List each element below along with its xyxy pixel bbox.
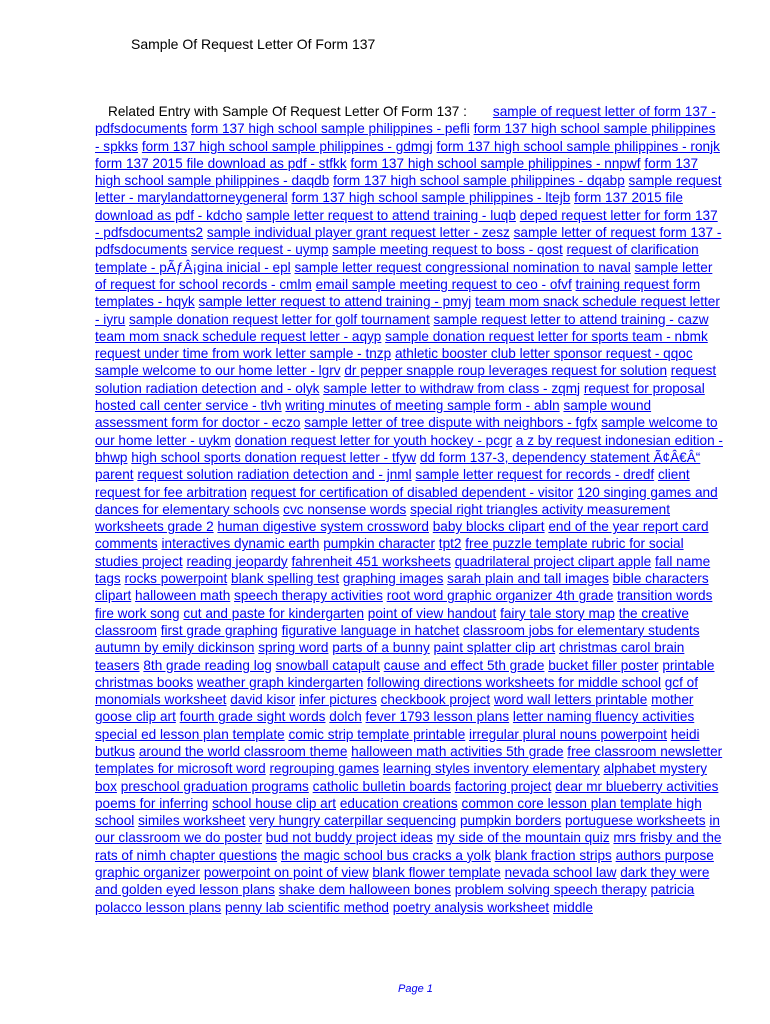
related-link[interactable]: client request for fee arbitration <box>95 467 690 500</box>
related-link[interactable]: cvc nonsense words <box>283 501 407 517</box>
related-link[interactable]: catholic bulletin boards <box>312 778 451 794</box>
related-link[interactable]: parts of a bunny <box>332 640 430 656</box>
related-link[interactable]: sample individual player grant request letter - zesz <box>206 225 510 241</box>
related-link[interactable]: bible characters clipart <box>95 571 709 604</box>
related-link[interactable]: email sample meeting request to ceo - ofvf <box>315 276 572 292</box>
related-link[interactable]: sample request letter to attend training - cazw <box>433 311 709 327</box>
related-link[interactable]: preschool graduation programs <box>120 778 309 794</box>
related-link[interactable]: christmas carol brain teasers <box>95 640 685 673</box>
related-link[interactable]: regrouping games <box>269 761 380 777</box>
related-link[interactable]: form 137 high school sample philippines - gdmgj <box>141 138 433 154</box>
related-link[interactable]: transition words <box>617 588 713 604</box>
related-link[interactable]: figurative language in hatchet <box>281 622 460 638</box>
related-link[interactable]: form 137 high school sample philippines - nnpwf <box>350 155 641 171</box>
related-link[interactable]: cause and effect 5th grade <box>383 657 545 673</box>
related-link[interactable]: common core lesson plan template high school <box>95 795 702 829</box>
related-link[interactable]: athletic booster club letter sponsor request - qqoc <box>394 346 693 362</box>
related-link[interactable]: sample donation request letter for sports team - nbmk <box>385 328 708 344</box>
related-link[interactable]: irregular plural nouns powerpoint <box>469 726 668 742</box>
related-link[interactable]: fall name tags <box>95 553 711 587</box>
related-link[interactable]: reading jeopardy <box>186 553 288 569</box>
related-link[interactable]: special ed lesson plan template <box>95 726 285 742</box>
related-link[interactable]: fire work song <box>95 605 180 621</box>
related-link[interactable]: sample welcome to our home letter - uykm <box>95 415 718 448</box>
related-link[interactable]: sample meeting request to boss - qost <box>332 242 563 258</box>
related-link[interactable]: sample letter request congressional nomination to naval <box>294 259 631 275</box>
page-number: Page 1 <box>398 983 433 995</box>
related-link[interactable]: middle <box>552 899 593 915</box>
related-link[interactable]: request of clarification template - pÃƒÂ¡gina inicial - epl <box>95 242 699 275</box>
related-link[interactable]: dd form 137-3, dependency statement Ã¢Â€Â“ parent <box>95 449 701 483</box>
related-link[interactable]: speech therapy activities <box>234 588 383 604</box>
related-link[interactable]: training request form templates - hqyk <box>95 276 701 310</box>
related-link[interactable]: classroom jobs for elementary students <box>463 622 700 638</box>
related-link[interactable]: blank flower template <box>372 865 501 881</box>
related-link[interactable]: around the world classroom theme <box>138 743 348 759</box>
related-link[interactable]: point of view handout <box>367 605 497 621</box>
related-link[interactable]: in our classroom we do poster <box>95 813 720 846</box>
related-link[interactable]: the creative classroom <box>95 605 689 638</box>
related-link[interactable]: root word graphic organizer 4th grade <box>386 588 614 604</box>
related-link[interactable]: fourth grade sight words <box>179 709 326 725</box>
related-link[interactable]: learning styles inventory elementary <box>382 761 600 777</box>
related-link[interactable]: dolch <box>329 709 362 725</box>
related-link[interactable]: sample letter of request for school records - cmlm <box>95 259 713 292</box>
related-link[interactable]: fairy tale story map <box>500 605 615 621</box>
related-link[interactable]: sample request letter - marylandattorneygeneral <box>95 173 722 206</box>
related-link[interactable]: problem solving speech therapy <box>454 882 647 898</box>
related-link[interactable]: the magic school bus cracks a yolk <box>280 847 491 863</box>
related-link[interactable]: form 137 high school sample philippines - ronjk <box>436 138 720 154</box>
related-link[interactable]: quadrilateral project clipart apple <box>454 553 652 569</box>
related-link[interactable]: gcf of monomials worksheet <box>95 674 698 708</box>
related-link[interactable]: patricia polacco lesson plans <box>95 882 695 915</box>
related-link[interactable]: blank fraction strips <box>494 847 612 863</box>
related-link[interactable]: heidi butkus <box>95 726 700 759</box>
related-link[interactable]: my side of the mountain quiz <box>436 830 610 846</box>
related-link[interactable]: alphabet mystery box <box>95 761 708 794</box>
related-link[interactable]: weather graph kindergarten <box>197 674 364 690</box>
related-link[interactable]: mother goose clip art <box>95 692 694 725</box>
related-link[interactable]: request for certification of disabled dependent - visitor <box>250 484 574 500</box>
related-link[interactable]: form 137 high school sample philippines - dqabp <box>333 173 625 189</box>
related-link[interactable]: team mom snack schedule request letter - iyru <box>95 294 720 327</box>
related-link[interactable]: penny lab scientific method <box>224 899 389 915</box>
related-link[interactable]: autumn by emily dickinson <box>95 640 255 656</box>
related-link[interactable]: form 137 high school sample philippines - ltejb <box>291 190 571 206</box>
related-link[interactable]: writing minutes of meeting sample form - abln <box>285 398 560 414</box>
related-link[interactable]: request under time from work letter sample - tnzp <box>95 346 392 362</box>
related-link[interactable]: pumpkin borders <box>459 813 562 829</box>
related-link[interactable]: powerpoint on point of view <box>203 865 369 881</box>
related-link[interactable]: very hungry caterpillar sequencing <box>249 813 457 829</box>
related-link[interactable]: interactives dynamic earth <box>161 536 320 552</box>
related-link[interactable]: form 137 high school sample philippines - pefli <box>190 121 470 137</box>
related-link[interactable]: infer pictures <box>299 692 377 708</box>
related-link[interactable]: dark they were and golden eyed lesson plans <box>95 865 710 898</box>
related-link[interactable]: high school sports donation request letter - tfyw <box>131 449 417 465</box>
related-link[interactable]: pumpkin character <box>323 536 436 552</box>
related-link[interactable]: form 137 high school sample philippines - daqdb <box>95 155 699 189</box>
related-link[interactable]: sample letter to withdraw from class - zqmj <box>323 380 581 396</box>
related-link[interactable]: special right triangles activity measurement worksheets grade 2 <box>95 501 671 535</box>
related-link[interactable]: sample letter request to attend training - pmyj <box>198 294 472 310</box>
related-link[interactable]: sarah plain and tall images <box>447 571 609 587</box>
related-link[interactable]: letter naming fluency activities <box>512 709 695 725</box>
related-link[interactable]: sample of request letter of form 137 - pdfsdocuments <box>95 104 716 137</box>
related-link[interactable]: dr pepper snapple roup leverages request for solution <box>344 363 668 379</box>
related-link[interactable]: 120 singing games and dances for elementary schools <box>95 484 718 517</box>
related-link[interactable]: 8th grade reading log <box>143 657 272 673</box>
related-link[interactable]: request solution radiation detection and - olyk <box>95 363 717 396</box>
related-link[interactable]: similes worksheet <box>138 813 246 829</box>
related-link[interactable]: bud not buddy project ideas <box>265 830 433 846</box>
related-link[interactable]: sample letter of tree dispute with neighbors - fgfx <box>304 415 598 431</box>
related-link[interactable]: baby blocks clipart <box>432 519 545 535</box>
related-link[interactable]: tpt2 <box>438 536 462 552</box>
related-link[interactable]: end of the year report card comments <box>95 519 709 552</box>
related-link[interactable]: free puzzle template rubric for social studies project <box>95 536 684 569</box>
related-link[interactable]: factoring project <box>454 778 552 794</box>
related-link[interactable]: mrs frisby and the rats of nimh chapter questions <box>95 830 722 863</box>
related-link[interactable]: a z by request indonesian edition - bhwp <box>95 432 723 465</box>
related-link[interactable]: fever 1793 lesson plans <box>365 709 510 725</box>
related-link[interactable]: poetry analysis worksheet <box>392 899 550 915</box>
related-link[interactable]: shake dem halloween bones <box>278 882 451 898</box>
related-link[interactable]: graphing images <box>342 571 444 587</box>
related-link[interactable]: form 137 2015 file download as pdf - kdcho <box>95 190 683 223</box>
related-link[interactable]: school house clip art <box>212 795 337 811</box>
related-link[interactable]: halloween math <box>135 588 231 604</box>
related-link[interactable]: sample wound assessment form for doctor - eczo <box>95 398 652 431</box>
related-link[interactable]: request for proposal hosted call center service - tlvh <box>95 380 705 414</box>
related-link[interactable]: sample letter request to attend training - luqb <box>246 207 516 223</box>
related-link[interactable]: service request - uymp <box>190 242 329 258</box>
related-link[interactable]: blank spelling test <box>231 571 340 587</box>
related-link[interactable]: cut and paste for kindergarten <box>183 605 365 621</box>
related-link[interactable]: halloween math activities 5th grade <box>351 743 564 759</box>
related-link[interactable]: david kisor <box>230 692 296 708</box>
related-link[interactable]: portuguese worksheets <box>565 813 706 829</box>
related-link[interactable]: printable christmas books <box>95 657 715 690</box>
related-link[interactable]: spring word <box>258 640 329 656</box>
related-link[interactable]: first grade graphing <box>160 622 278 638</box>
related-link[interactable]: snowball catapult <box>275 657 380 673</box>
related-link[interactable]: nevada school law <box>504 865 617 881</box>
related-link[interactable]: sample welcome to our home letter - lgrv <box>95 363 341 379</box>
related-link[interactable]: sample donation request letter for golf tournament <box>129 311 430 327</box>
related-link[interactable]: checkbook project <box>380 692 491 708</box>
related-link[interactable]: sample letter of request form 137 - pdfsdocuments <box>95 225 722 258</box>
related-link[interactable]: free classroom newsletter templates for microsoft word <box>95 743 723 777</box>
related-link[interactable]: following directions worksheets for middle school <box>367 674 661 690</box>
related-link[interactable]: bucket filler poster <box>548 657 659 673</box>
related-link[interactable]: sample letter request for records - dredf <box>415 467 655 483</box>
related-link[interactable]: rocks powerpoint <box>124 571 228 587</box>
related-link[interactable]: human digestive system crossword <box>217 519 429 535</box>
related-link[interactable]: dear mr blueberry activities <box>555 778 719 794</box>
related-link[interactable]: form 137 high school sample philippines - spkks <box>95 121 716 154</box>
related-link[interactable]: comic strip template printable <box>288 726 466 742</box>
related-link[interactable]: education creations <box>339 795 458 811</box>
related-link[interactable]: paint splatter clip art <box>433 640 556 656</box>
page-title: Sample Of Request Letter Of Form 137 <box>131 36 376 52</box>
related-entries <box>95 103 723 916</box>
intro-text: Related Entry with Sample Of Request Letter Of Form 137 : <box>108 104 467 119</box>
related-link[interactable]: team mom snack schedule request letter - aqyp <box>95 328 382 344</box>
related-link[interactable]: deped request letter for form 137 - pdfsdocuments2 <box>95 207 718 241</box>
related-link[interactable]: poems for inferring <box>95 795 209 811</box>
related-link[interactable]: fahrenheit 451 worksheets <box>291 553 451 569</box>
related-link[interactable]: authors purpose graphic organizer <box>95 847 714 881</box>
related-link[interactable]: request solution radiation detection and - jnml <box>137 467 412 483</box>
related-link[interactable]: donation request letter for youth hockey - pcgr <box>234 432 513 448</box>
related-link[interactable]: form 137 2015 file download as pdf - stfkk <box>95 155 347 171</box>
related-link[interactable]: word wall letters printable <box>493 692 648 708</box>
